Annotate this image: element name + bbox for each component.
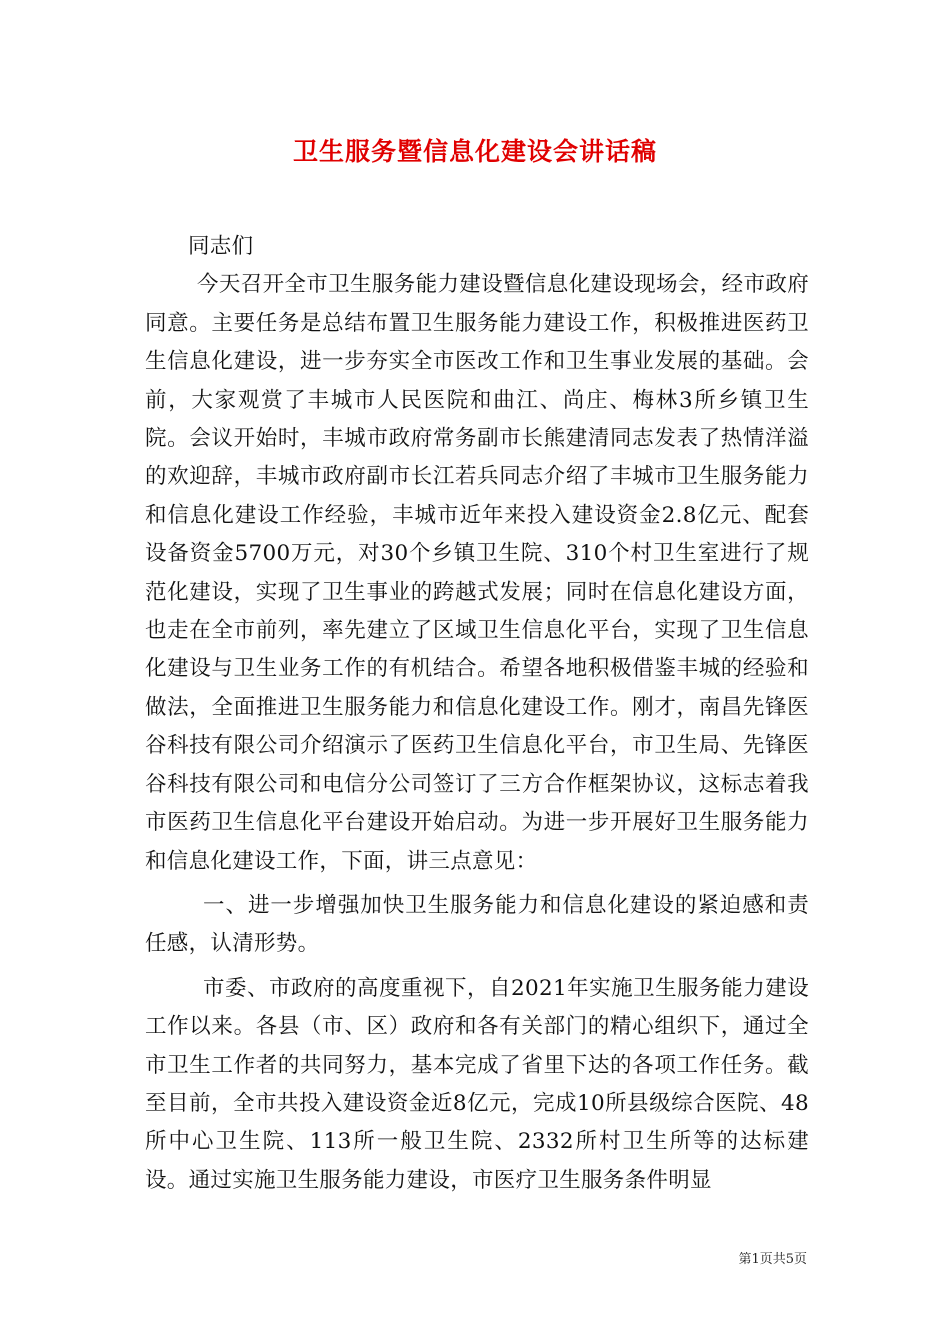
document-title: 卫生服务暨信息化建设会讲话稿 <box>292 137 657 166</box>
section-heading-one: 一、进一步增强加快卫生服务能力和信息化建设的紧迫感和责任感，认清形势。 <box>145 892 809 957</box>
document-body <box>145 228 809 1200</box>
paragraph-intro: 今天召开全市卫生服务能力建设暨信息化建设现场会，经市政府同意。主要任务是总结布置卫生服务能力建设工作，积极推进医药卫生信息化建设，进一步夯实全市医改工作和卫生事业发展的基础。会前，大家观赏了丰城市人民医院和曲江、尚庄、梅林3所乡镇卫生院。会议开始时，丰城市政府常务副市长熊建清同志发表了热情洋溢的欢迎辞，丰城市政府副市长江若兵同志介绍了丰城市卫生服务能力和信息化建设工作经验，丰城市近年来投入建设资金2.8亿元、配套设备资金5700万元，对30个乡镇卫生院、310个村卫生室进行了规范化建设，实现了卫生事业的跨越式发展；同时在信息化建设方面，也走在全市前列，率先建立了区域卫生信息化平台，实现了卫生信息化建设与卫生业务工作的有机结合。希望各地积极借鉴丰城的经验和做法，全面推进卫生服务能力和信息化建设工作。刚才，南昌先锋医谷科技有限公司介绍演示了医药卫生信息化平台，市卫生局、先锋医谷科技有限公司和电信分公司签订了三方合作框架协议，这标志着我市医药卫生信息化平台建设开始启动。为进一步开展好卫生服务能力和信息化建设工作，下面，讲三点意见： <box>145 272 809 874</box>
salutation: 同志们 <box>188 234 254 259</box>
paragraph-section-one: 市委、市政府的高度重视下，自2021年实施卫生服务能力建设工作以来。各县（市、区）政府和各有关部门的精心组织下，通过全市卫生工作者的共同努力，基本完成了省里下达的各项工作任务。截至目前，全市共投入建设资金近8亿元，完成10所县级综合医院、48所中心卫生院、113所一般卫生院、2332所村卫生所等的达标建设。通过实施卫生服务能力建设，市医疗卫生服务条件明显 <box>145 975 809 1193</box>
page-number: 第1页共5页 <box>738 1252 807 1267</box>
